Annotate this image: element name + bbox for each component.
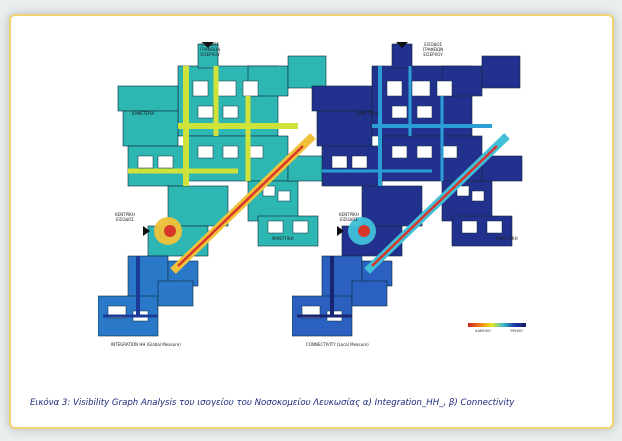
- room-void: [158, 156, 173, 168]
- building-wing: [123, 111, 178, 146]
- bottom-label-left: ΜΑΙΕΥΤΙΚΗ: [272, 236, 294, 241]
- building-wing: [317, 111, 372, 146]
- room-void: [198, 106, 213, 118]
- building-wing: [452, 216, 512, 246]
- top-entrance-label-left: ΕΙΣΟΔΟΣ ΓΡΑΦΕΙΩΝ ΕΙΣΕΡΧΟΥ: [200, 42, 221, 57]
- connectivity-plan-graphic: [292, 26, 542, 356]
- figure-caption: Εικόνα 3: Visibility Graph Analysis του ισογείου του Νοσοκομείου Λευκωσίας α) Integration_HH_, β) Connectivity: [30, 398, 515, 408]
- room-void: [472, 191, 484, 201]
- room-void: [278, 191, 290, 201]
- measure-label-left: INTEGRATION HH (Global Measure): [111, 342, 181, 347]
- legend-high-label: ΥΨΗΛΟ: [510, 329, 524, 333]
- room-void: [442, 146, 457, 158]
- building-wing: [312, 86, 372, 111]
- room-void: [392, 146, 407, 158]
- room-void: [437, 81, 452, 96]
- main-entrance-label-left: ΚΕΝΤΡΙΚΗ ΕΙΣΟΔΟΣ: [115, 212, 135, 222]
- measure-label-right: CONNECTIVITY (Local Measure): [306, 342, 369, 347]
- room-void: [223, 106, 238, 118]
- room-void: [198, 146, 213, 158]
- room-void: [138, 156, 153, 168]
- legend-color-bar: [468, 323, 526, 327]
- building-wing: [482, 56, 520, 88]
- room-void: [218, 81, 236, 96]
- building-wing: [168, 186, 228, 226]
- room-void: [268, 221, 283, 233]
- main-entrance-label-right: ΚΕΝΤΡΙΚΗ ΕΙΣΟΔΟΣ: [339, 212, 359, 222]
- room-void: [223, 146, 238, 158]
- bottom-label-right: ΜΑΙΕΥΤΙΚΗ: [496, 236, 518, 241]
- room-void: [332, 156, 347, 168]
- room-void: [417, 106, 432, 118]
- building-wing: [352, 281, 387, 306]
- entrance-hotspot: [164, 225, 176, 237]
- room-void: [462, 221, 477, 233]
- sub-label-right: ΚΑΦΕΤΕΡΙΑ: [356, 111, 379, 116]
- sub-label-left: ΚΑΦΕΤΕΡΙΑ: [132, 111, 155, 116]
- entrance-hotspot: [358, 225, 370, 237]
- building-footprint: [292, 42, 522, 336]
- building-wing: [118, 86, 178, 111]
- room-void: [487, 221, 502, 233]
- connectivity-floor-plan: [292, 26, 542, 356]
- room-void: [392, 106, 407, 118]
- building-wing: [362, 186, 422, 226]
- room-void: [352, 156, 367, 168]
- building-wing: [158, 281, 193, 306]
- top-entrance-label-right: ΕΙΣΟΔΟΣ ΓΡΑΦΕΙΩΝ ΕΙΣΕΡΧΟΥ: [423, 42, 444, 57]
- room-void: [193, 81, 208, 96]
- room-void: [417, 146, 432, 158]
- room-void: [412, 81, 430, 96]
- room-void: [243, 81, 258, 96]
- room-void: [387, 81, 402, 96]
- legend-low-label: ΧΑΜΗΛΟ: [475, 329, 492, 333]
